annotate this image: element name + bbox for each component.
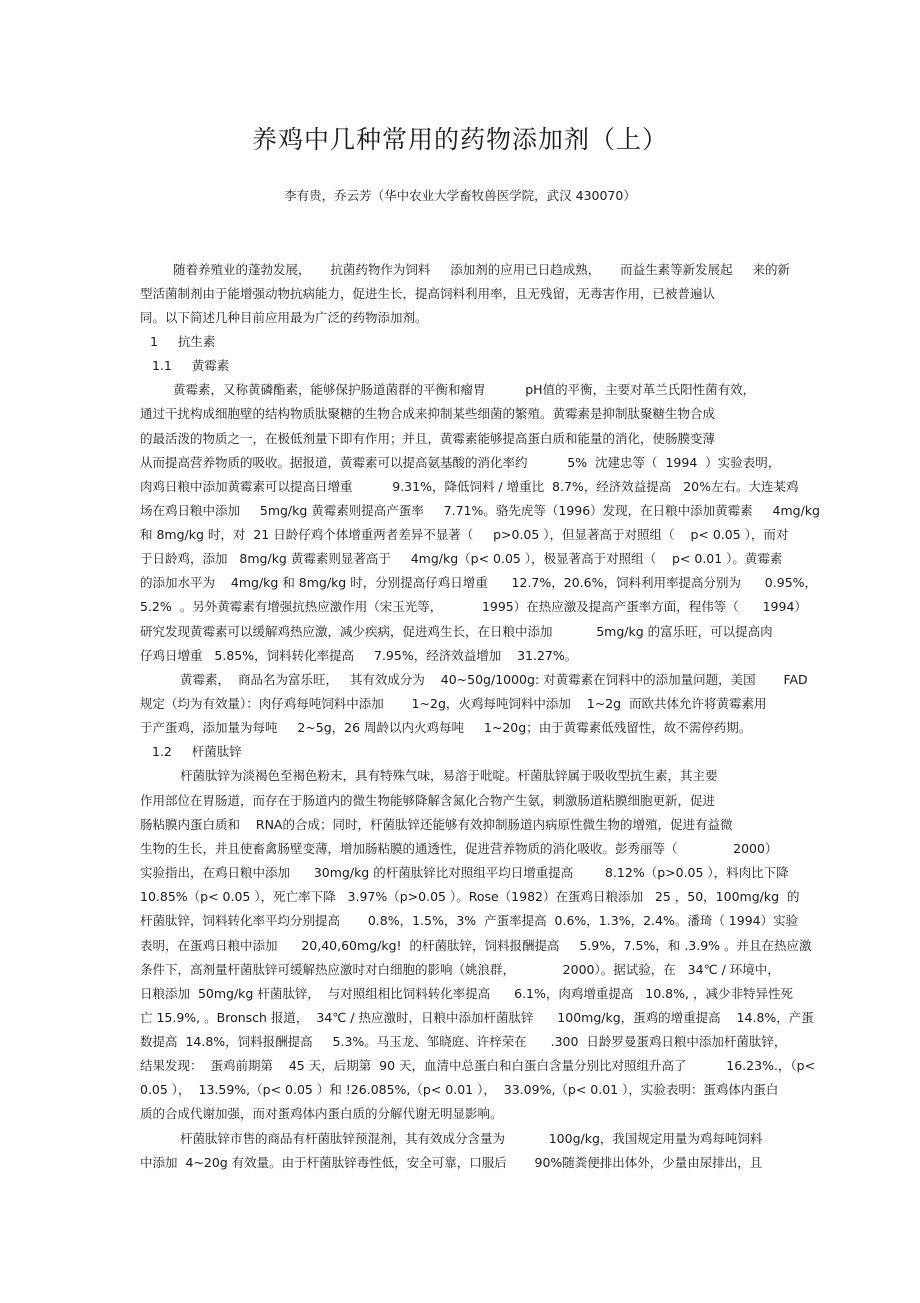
text-line: 的添加水平为 4mg/kg 和 8mg/kg 时，分别提高仔鸡日增重 12.7%，20.6%，饲料利用率提高分别为 0.95%， [140, 575, 818, 590]
text-line: 亡 15.9%, 。Bronsch 报道， 34℃ / 热应激时，日粮中添加杆菌肽锌 100mg/kg，蛋鸡的增重提高 14.8%，产蛋 [140, 1010, 814, 1025]
text-line: 作用部位在胃肠道，而存在于肠道内的微生物能够降解含氮化合物产生氨，刺激肠道粘膜细胞更新，促进 [140, 793, 716, 808]
text-line: 于产蛋鸡，添加量为每吨 2~5g，26 周龄以内火鸡每吨 1~20g；由于黄霉素低残留性，故不需停药期。 [140, 720, 752, 735]
text-line: 10.85%（p< 0.05 ），死亡率下降 3.97%（p>0.05 ）。Rose（1982）在蛋鸡日粮添加 25 ，50，100mg/kg 的 [140, 889, 800, 904]
text-line: 结果发现： 蛋鸡前期第 45 天，后期第 90 天，血清中总蛋白和白蛋白含量分别比对照组升高了 16.23%.，（p< [140, 1058, 816, 1073]
text-line: 杆菌肽锌市售的商品有杆菌肽锌预混剂，其有效成分含量为 100g/kg，我国规定用量为鸡每吨饲料 [180, 1131, 763, 1146]
text-line: 型活菌制剂由于能增强动物抗病能力，促进生长，提高饲料利用率，且无残留，无毒害作用，已被普遍认 [140, 286, 716, 301]
text-line: 肠粘膜内蛋白质和 RNA的合成；同时，杆菌肽锌还能够有效抑制肠道内病原性微生物的增殖，促进有益微 [140, 817, 733, 832]
text-line: 黄霉素，又称黄磷酯素，能够保护肠道菌群的平衡和瘤胃 pH值的平衡，主要对革兰氏阳性菌有效， [173, 382, 756, 397]
text-line: 同。以下简述几种目前应用最为广泛的药物添加剂。 [140, 310, 428, 325]
text-line: 研究发现黄霉素可以缓解鸡热应激，减少疾病，促进鸡生长，在日粮中添加 5mg/kg 的富乐旺，可以提高肉 [140, 624, 773, 639]
text-line: 黄霉素， 商品名为富乐旺， 其有效成分为 40~50g/1000g: 对黄霉素在饲料中的添加量问题，美国 FAD [180, 672, 808, 687]
text-line: 于日龄鸡，添加 8mg/kg 黄霉素则显著高于 4mg/kg（p< 0.05 ），极显著高于对照组（ p< 0.01 ）。黄霉素 [140, 551, 783, 566]
text-line: 场在鸡日粮中添加 5mg/kg 黄霉素则提高产蛋率 7.71%。骆先虎等（1996）发现，在日粮中添加黄霉素 4mg/kg [140, 503, 820, 518]
document-title: 养鸡中几种常用的药物添加剂（上） [251, 125, 668, 154]
section-heading: 1 抗生素 [150, 334, 216, 349]
text-line: 数提高 14.8%，饲料报酬提高 5.3%。马玉龙、邹晓庭、许梓荣在 .300 日龄罗曼蛋鸡日粮中添加杆菌肽锌， [140, 1034, 787, 1049]
text-line: 5.2% 。另外黄霉素有增强抗热应激作用（宋玉光等， 1995）在热应激及提高产蛋率方面，程伟等（ 1994） [140, 599, 807, 614]
text-line: 中添加 4~20g 有效量。由于杆菌肽锌毒性低，安全可靠，口服后 90%随粪便排出体外，少量由尿排出，且 [140, 1155, 763, 1170]
text-line: 生物的生长，并且使畜禽肠壁变薄，增加肠粘膜的通透性，促进营养物质的消化吸收。彭秀丽等（ 2000） [140, 841, 778, 856]
text-line: 日粮添加 50mg/kg 杆菌肽锌， 与对照组相比饲料转化率提高 6.1%，肉鸡增重提高 10.8%, ，减少非特异性死 [140, 986, 793, 1001]
text-line: 0.05 ）， 13.59%,（p< 0.05 ）和 !26.085%,（p< 0.01 ）， 33.09%,（p< 0.01 ），实验表明：蛋鸡体内蛋白 [140, 1082, 779, 1097]
text-line: 条件下，高剂量杆菌肽锌可缓解热应激时对白细胞的影响（姚浪群， 2000）。据试验，在 34℃ / 环境中， [140, 962, 780, 977]
text-line: 杆菌肽锌，饲料转化率平均分别提高 0.8%，1.5%，3% 产蛋率提高 0.6%，1.3%，2.4%。潘琦（ 1994）实验 [140, 913, 799, 928]
text-line: 质的合成代谢加强，而对蛋鸡体内蛋白质的分解代谢无明显影响。 [140, 1106, 503, 1121]
text-line: 杆菌肽锌为淡褐色至褐色粉末，具有特殊气味，易溶于吡啶。杆菌肽锌属于吸收型抗生素，其主要 [180, 768, 718, 783]
text-line: 的最活泼的物质之一，在极低剂量下即有作用；并且，黄霉素能够提高蛋白质和能量的消化，使肠膜变薄 [140, 431, 716, 446]
text-line: 通过干扰构成细胞壁的结构物质肽聚糖的生物合成来抑制某些细菌的繁殖。黄霉素是抑制肽聚糖生物合成 [140, 406, 716, 421]
text-line: 规定（均为有效量）：肉仔鸡每吨饲料中添加 1~2g，火鸡每吨饲料中添加 1~2g 而欧共体允许将黄霉素用 [140, 696, 767, 711]
text-line: 随着养殖业的蓬勃发展， 抗菌药物作为饲料 添加剂的应用已日趋成熟， 而益生素等新发展起 来的新 [173, 262, 790, 277]
text-line: 实验指出，在鸡日粮中添加 30mg/kg 的杆菌肽锌比对照组平均日增重提高 8.12%（p>0.05 ），料肉比下降 [140, 865, 789, 880]
subsection-heading: 1.1 黄霉素 [152, 358, 230, 373]
subsection-heading: 1.2 杆菌肽锌 [152, 744, 242, 759]
text-line: 肉鸡日粮中添加黄霉素可以提高日增重 9.31%，降低饲料 / 增重比 8.7%，经济效益提高 20%左右。大连某鸡 [140, 479, 799, 494]
text-line: 从而提高营养物质的吸收。据报道，黄霉素可以提高氨基酸的消化率约 5% 沈建忠等（ 1994 ）实验表明， [140, 455, 781, 470]
text-line: 表明，在蛋鸡日粮中添加 20,40,60mg/kg! 的杆菌肽锌，饲料报酬提高 5.9%，7.5%，和 .3.9% 。并且在热应激 [140, 938, 812, 953]
text-line: 和 8mg/kg 时，对 21 日龄仔鸡个体增重两者差异不显著（ p>0.05 ），但显著高于对照组（ p< 0.05 ），而对 [140, 527, 789, 542]
document-authors: 李有贵，乔云芳（华中农业大学畜牧兽医学院，武汉 430070） [284, 188, 636, 203]
text-line: 仔鸡日增重 5.85%，饲料转化率提高 7.95%，经济效益增加 31.27%。 [140, 648, 578, 663]
